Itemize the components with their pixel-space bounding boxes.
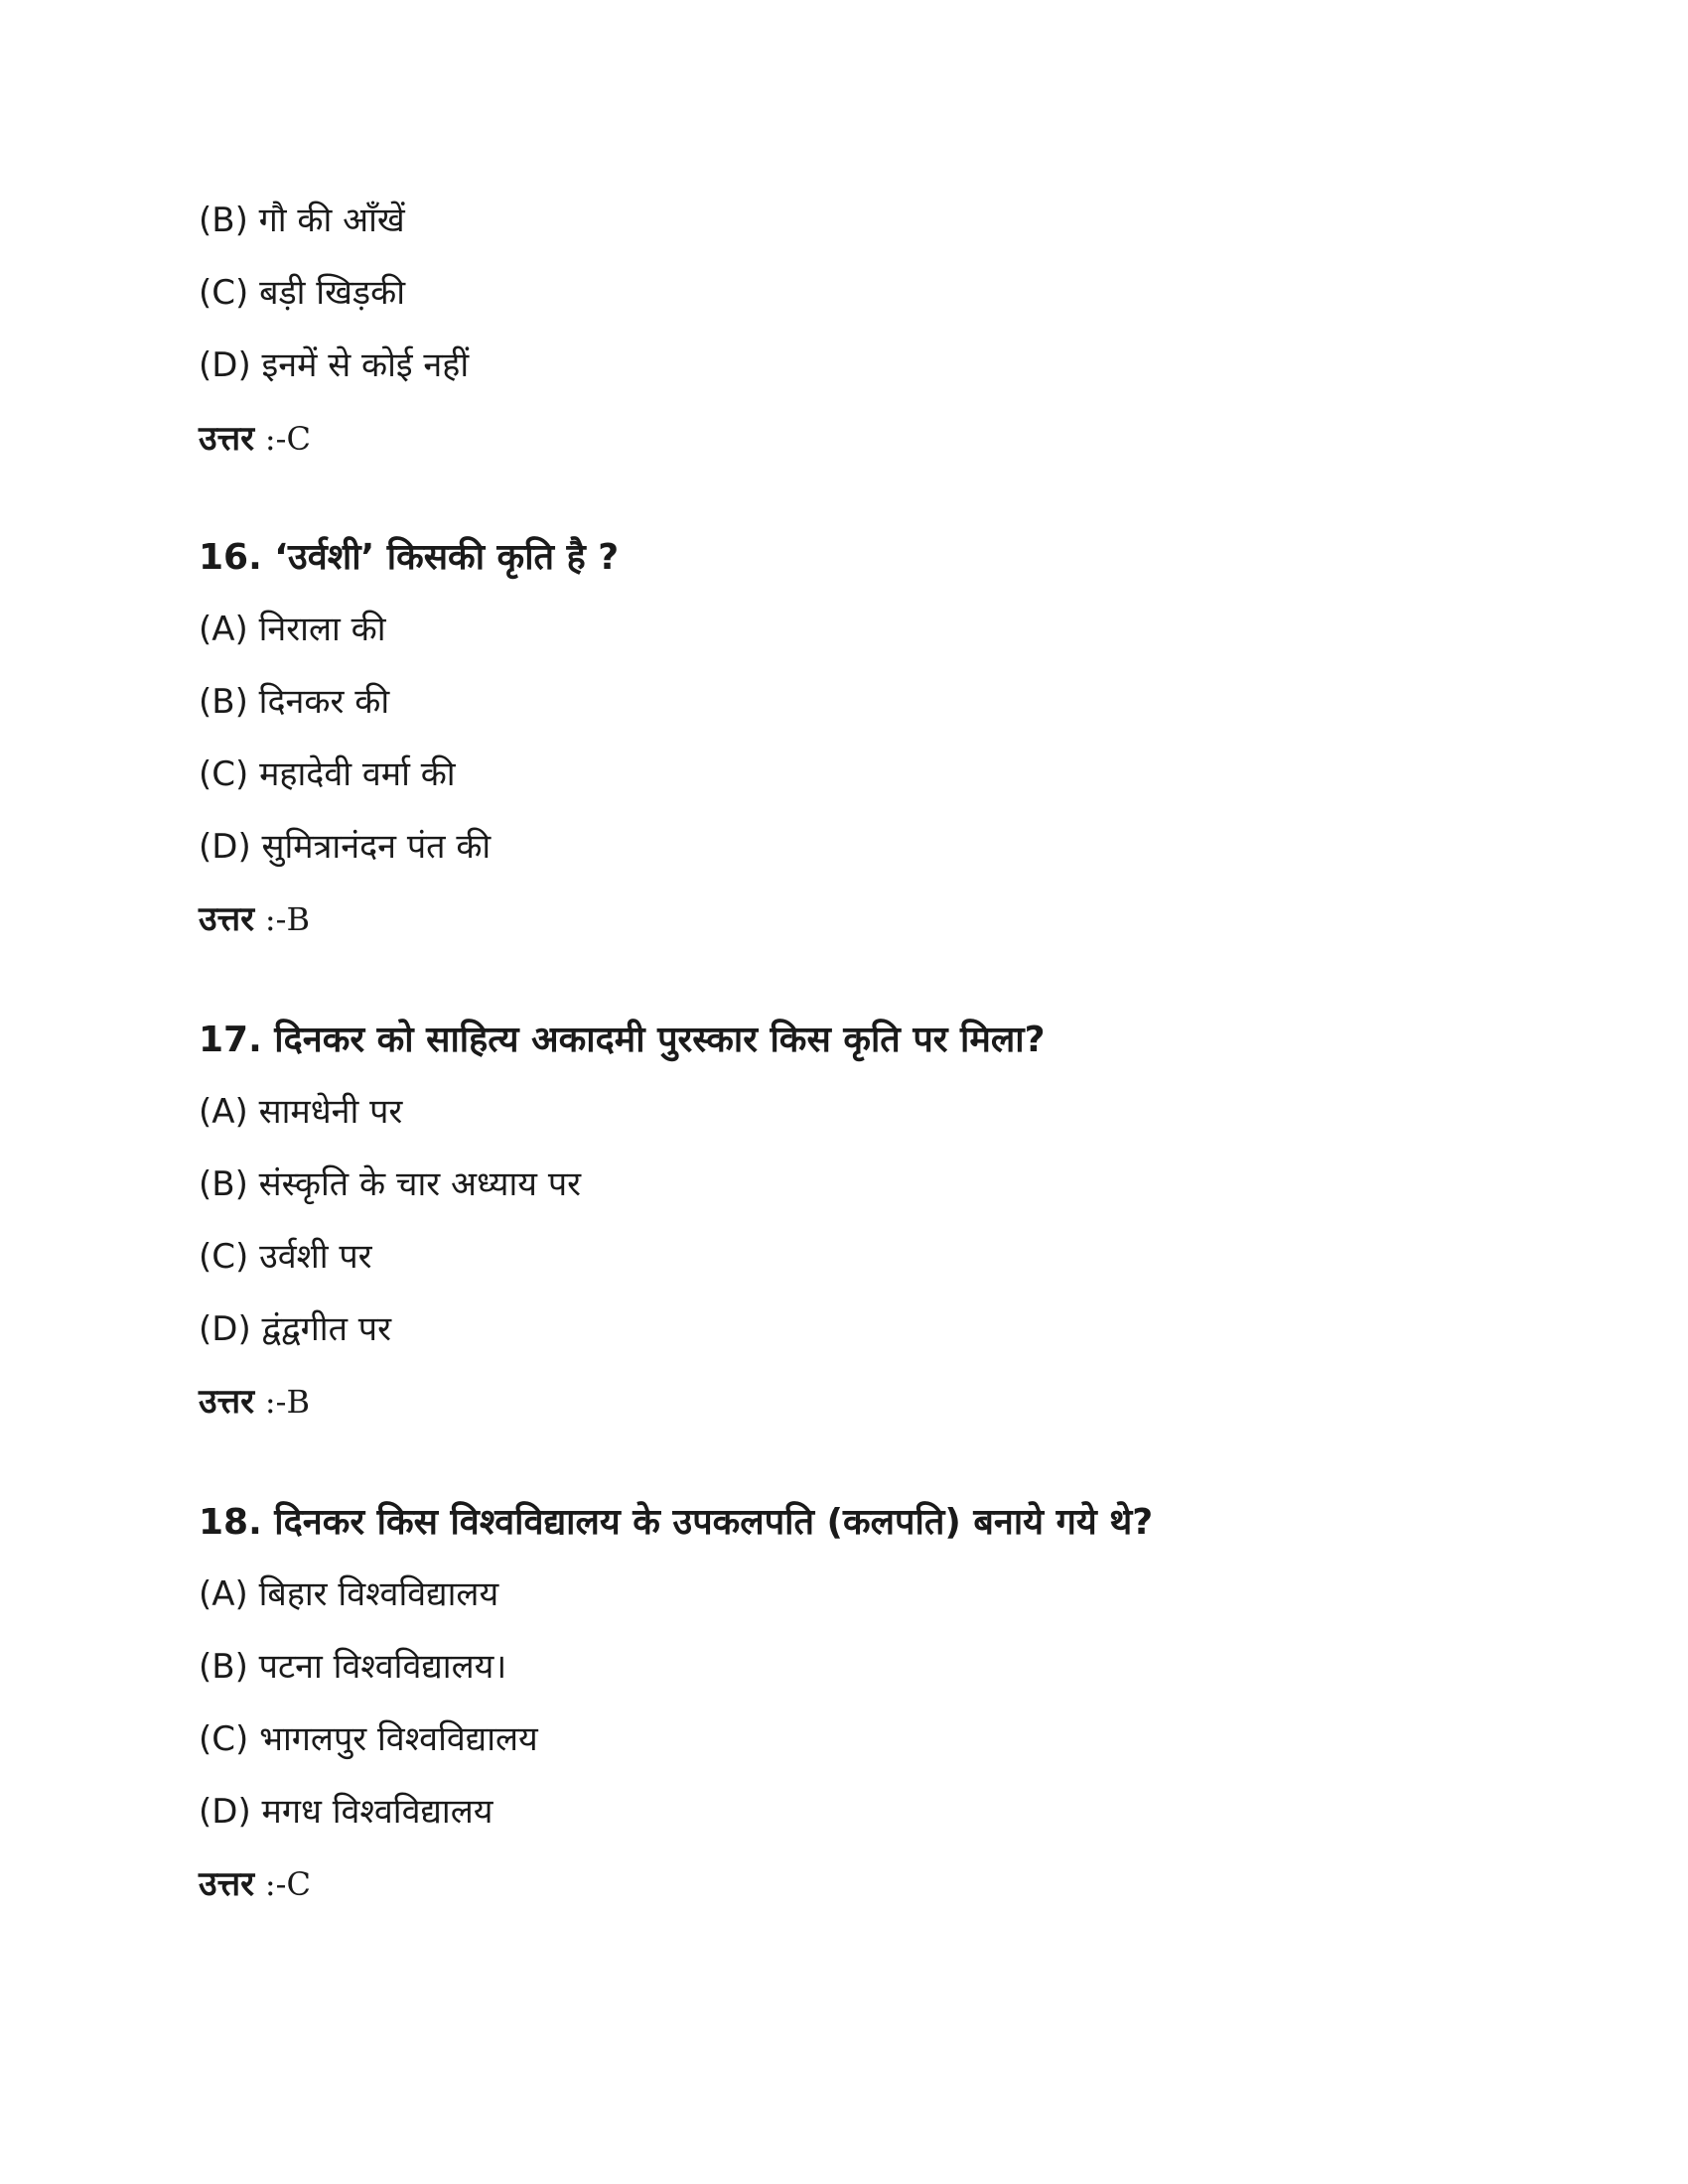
answer-line [199,1380,310,1424]
option-a: (A) निराला की [199,610,386,649]
answer-label: उत्तर [199,1864,255,1904]
answer-value: :-B [264,1383,310,1421]
answer-line [199,1862,311,1906]
option-d: (D) सुमित्रानंदन पंत की [199,827,492,867]
question-18: 18. दिनकर किस विश्वविद्यालय के उपकलपति (कलपति) बनाये गये थे? [199,1502,1154,1543]
option-d: (D) द्वंद्वगीत पर [199,1309,391,1349]
answer-label: उत्तर [199,899,255,939]
answer-label: उत्तर [199,419,255,459]
answer-label: उत्तर [199,1382,255,1422]
option-c: (C) उर्वशी पर [199,1237,372,1277]
answer-value: :-B [264,900,310,938]
option-c: (C) महादेवी वर्मा की [199,754,456,794]
answer-line [199,417,311,461]
option-b: (B) गौ की आँखें [199,201,405,240]
option-a: (A) बिहार विश्वविद्यालय [199,1574,499,1614]
option-d: (D) इनमें से कोई नहीं [199,345,470,385]
answer-line [199,897,310,941]
option-b: (B) पटना विश्वविद्यालय। [199,1647,507,1687]
option-b: (B) दिनकर की [199,682,390,722]
option-c: (C) भागलपुर विश्वविद्यालय [199,1719,538,1759]
option-c: (C) बड़ी खिड़की [199,273,406,313]
option-a: (A) सामधेनी पर [199,1092,403,1132]
answer-value: :-C [264,420,311,458]
answer-value: :-C [264,1865,311,1903]
question-17: 17. दिनकर को साहित्य अकादमी पुरस्कार किस कृति पर मिला? [199,1020,1046,1060]
option-d: (D) मगध विश्वविद्यालय [199,1792,493,1832]
question-16: 16. ‘उर्वशी’ किसकी कृति है ? [199,537,620,578]
option-b: (B) संस्कृति के चार अध्याय पर [199,1164,582,1204]
